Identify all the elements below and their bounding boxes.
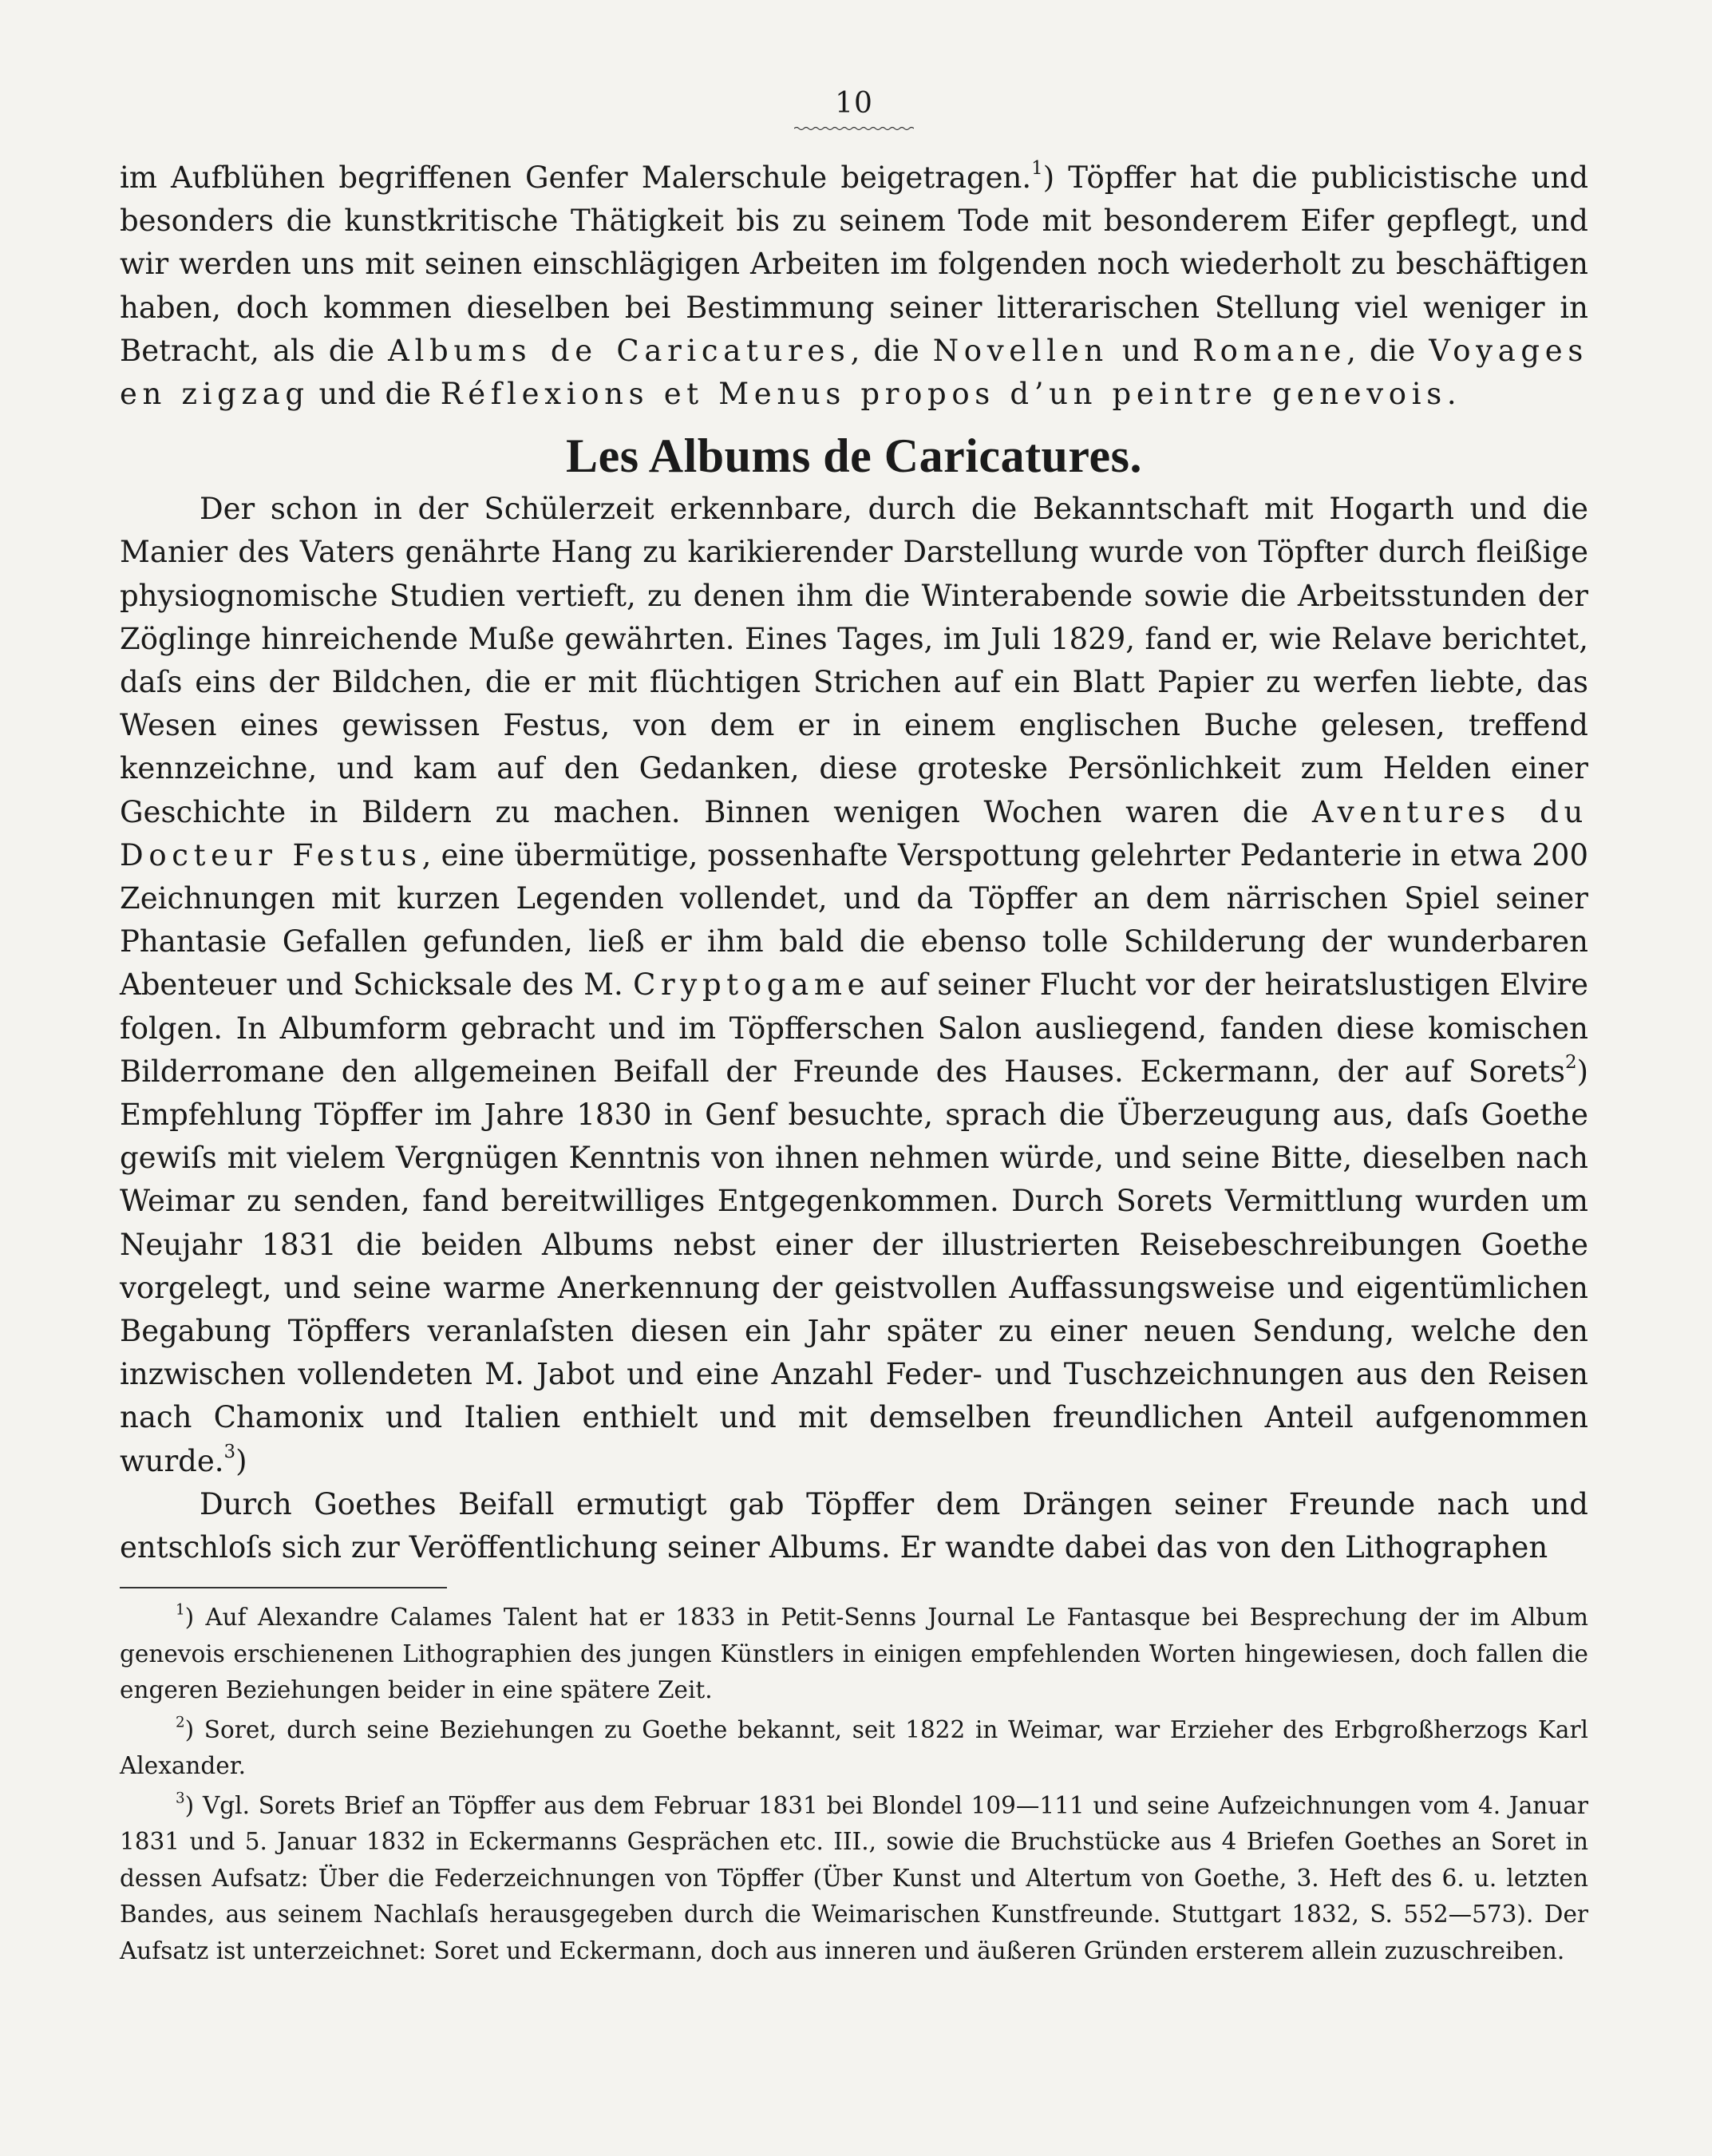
- body-text: [120, 156, 1588, 1569]
- work-title-novellen: Novellen: [932, 333, 1109, 368]
- page-number-ornament: [794, 126, 914, 131]
- work-title-voyages: Voyages en zigzag: [120, 333, 1588, 412]
- page-number: 10: [835, 87, 873, 120]
- paragraph-3: Durch Goethes Beifall ermutigt gab Töpffer dem Drängen seiner Freunde nach und entschloſs sich zur Veröffentlichung seiner Albums. Er wandte dabei das von den Lithographen: [120, 1486, 1588, 1565]
- work-title-albums: Albums de Caricatures: [388, 333, 851, 368]
- work-title-romane: Romane: [1192, 333, 1347, 368]
- footnote-1: $^1$) Auf Alexandre Calames Talent hat er 1833 in Petit-Senns Journal Le Fantasque bei Besprechung der im Album genevois erschienenen Lithographien des jungen Künstlers in einigen empfehlenden Worten hingewiesen, doch fallen die engeren Beziehungen beider in eine spätere Zeit.: [120, 1601, 1588, 1704]
- footnote-2: $^2$) Soret, durch seine Beziehungen zu Goethe bekannt, seit 1822 in Weimar, war Erzieher des Erbgroßherzogs Karl Alexander.: [120, 1714, 1588, 1780]
- footnote-3: $^3$) Vgl. Sorets Brief an Töpffer aus dem Februar 1831 bei Blondel 109—111 und seine Aufzeichnungen vom 4. Januar 1831 und 5. Januar 1832 in Eckermanns Gesprächen etc. III., sowie die Bruchstücke aus 4 Briefen Goethes an Soret in dessen Aufsatz: Über die Federzeichnungen von Töpffer (Über Kunst und Altertum von Goethe, 3. Heft des 6. u. letzten Bandes, aus seinem Nachlaſs herausgegeben durch die Weimarischen Kunstfreunde. Stuttgart 1832, S. 552—573). Der Aufsatz ist unterzeichnet: Soret und Eckermann, doch aus inneren und äußeren Gründen ersterem allein zuzuschreiben.: [120, 1790, 1588, 1964]
- footnote-separator: [120, 1587, 447, 1588]
- work-title-cryptogame: Cryptogame: [633, 967, 871, 1003]
- footnote-marker-1: 1: [176, 1601, 185, 1619]
- footnotes: [120, 1600, 1588, 1969]
- paragraph-2: Der schon in der Schülerzeit erkennbare, durch die Bekanntschaft mit Hogarth und die Manier des Vaters genährte Hang zu karikierender Darstellung wurde von Töpfter durch fleißige physiognomische Studien vertieft, zu denen ihm die Winterabende sowie die Arbeitsstunden der Zöglinge hinreichende Muße gewährten. Eines Tages, im Juli 1829, fand er, wie Relave berichtet, daſs eins der Bildchen, die er mit flüchtigen Strichen auf ein Blatt Papier zu werfen liebte, das Wesen eines gewissen Festus, von dem er in einem englischen Buche gelesen, treffend kennzeichne, und kam auf den Gedanken, diese groteske Persönlichkeit zum Helden einer Geschichte in Bildern zu machen. Binnen wenigen Wochen waren die Aventures du Docteur Festus, eine übermütige, possenhafte Verspottung gelehrter Pedanterie in etwa 200 Zeichnungen mit kurzen Legenden vollendet, und da Töpffer an dem närrischen Spiel seiner Phantasie Gefallen gefunden, ließ er ihm bald die ebenso tolle Schilderung der wunderbaren Abenteuer und Schicksale des M. Cryptogame auf seiner Flucht vor der heiratslustigen Elvire folgen. In Albumform gebracht und im Töpfferschen Salon ausliegend, fanden diese komischen Bilderromane den allgemeinen Beifall der Freunde des Hauses. Eckermann, der auf Sorets$^2$) Empfehlung Töpffer im Jahre 1830 in Genf besuchte, sprach die Überzeugung aus, daſs Goethe gewiſs mit vielem Vergnügen Kenntnis von ihnen nehmen würde, und seine Bitte, dieselben nach Weimar zu senden, fand bereitwilliges Entgegenkommen. Durch Sorets Vermittlung wurden um Neujahr 1831 die beiden Albums nebst einer der illustrierten Reisebeschreibungen Goethe vorgelegt, und seine warme Anerkennung der geistvollen Auffassungsweise und eigentümlichen Begabung Töpffers veranlaſsten diesen ein Jahr später zu einer neuen Sendung, welche den inzwischen vollendeten M. Jabot und eine Anzahl Feder- und Tuschzeichnungen aus den Reisen nach Chamonix und Italien enthielt und mit demselben freundlichen Anteil aufgenommen wurde.$^3$): [120, 492, 1588, 1478]
- work-title-festus: Aventures du Docteur Festus: [120, 794, 1588, 872]
- footnote-ref-1[interactable]: 1: [1031, 157, 1043, 179]
- footnote-marker-2: 2: [176, 1714, 185, 1731]
- document-page: [120, 88, 1588, 1972]
- footnote-ref-3[interactable]: 3: [223, 1441, 236, 1462]
- footnote-marker-3: 3: [176, 1790, 185, 1807]
- footnote-ref-2[interactable]: 2: [1564, 1051, 1577, 1073]
- section-heading: Les Albums de Caricatures.: [566, 429, 1142, 483]
- work-title-reflexions: Réflexions et Menus propos d’un peintre genevois: [440, 377, 1447, 412]
- paragraph-1: im Aufblühen begriffenen Genfer Malerschule beigetragen.$^1$) Töpffer hat die publicistische und besonders die kunstkritische Thätigkeit bis zu seinem Tode mit besonderem Eifer gepflegt, und wir werden uns mit seinen einschlägigen Arbeiten im folgenden noch wiederholt zu beschäftigen haben, doch kommen dieselben bei Bestimmung seiner litterarischen Stellung viel weniger in Betracht, als die Albums de Caricatures, die Novellen und Romane, die Voyages en zigzag und die Réflexions et Menus propos d’un peintre genevois.: [120, 157, 1588, 412]
